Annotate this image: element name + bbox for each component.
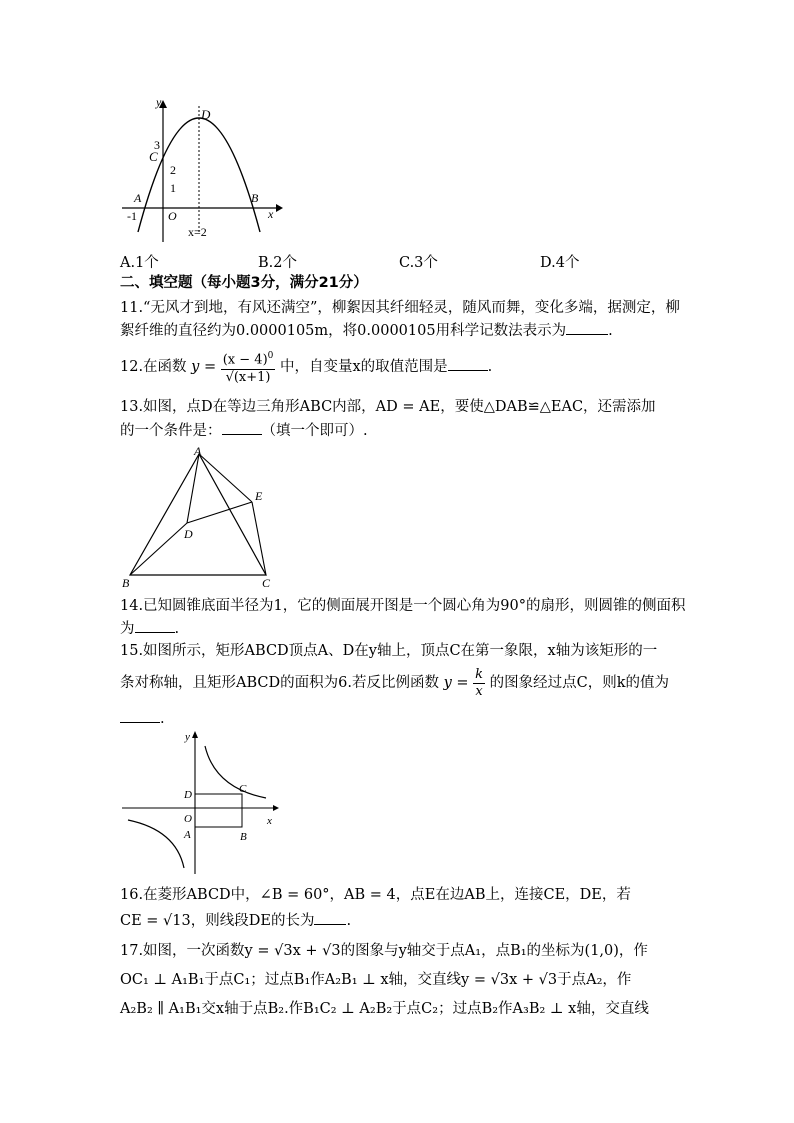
q13-line2: 的一个条件是： （填一个即可）. (120, 420, 368, 441)
q13-line1: 13.如图，点D在等边三角形ABC内部，AD = AE，要使△DAB≌△EAC，还需添加 (120, 399, 656, 415)
q12-denominator: √(x+1) (225, 369, 271, 385)
label-E: E (255, 489, 263, 503)
label-O: O (184, 813, 192, 825)
triangle-figure (118, 444, 283, 589)
q11-line1: 11.“无风才到地，有风还满空”，柳絮因其纤细轻灵，随风而舞，变化多端，据测定，柳 (120, 300, 680, 316)
q12-fraction (221, 348, 276, 385)
q17-line2: OC₁ ⊥ A₁B₁于点C₁；过点B₁作A₂B₁ ⊥ x轴，交直线y = √3x + √3于点A₂，作 (120, 972, 632, 988)
q17-line3: A₂B₂ ∥ A₁B₁交x轴于点B₂.作B₁C₂ ⊥ A₂B₂于点C₂；过点B₂作A₃B₂ ⊥ x轴，交直线 (120, 1001, 649, 1017)
rectangle-ABCD (195, 794, 242, 827)
label-C: C (262, 576, 271, 589)
segment-AE (199, 454, 252, 502)
label-D: D (184, 789, 192, 801)
label-C: C (149, 149, 158, 164)
q12-numerator: $(x - 4)^0$ (221, 348, 276, 369)
tick-1: 1 (170, 181, 176, 195)
option-b: B.2个 (258, 255, 297, 271)
q14-blank (135, 618, 175, 633)
label-x: x (267, 815, 272, 827)
q15-denominator: x (475, 683, 483, 699)
hyperbola-figure (118, 726, 283, 876)
hyperbola-branch-2 (128, 820, 184, 868)
label-y: y (156, 95, 162, 109)
y-axis-arrow (192, 731, 198, 738)
label-x: x (268, 207, 274, 221)
q12-y-eq: y = (191, 359, 217, 375)
parabola-figure (118, 94, 283, 244)
segment-DE (187, 502, 252, 523)
label-B: B (240, 831, 247, 843)
tick-2: 2 (170, 163, 176, 177)
section-2-title: 二、填空题（每小题3分，满分21分） (120, 275, 368, 291)
q12-prefix: 12.在函数 (120, 359, 187, 375)
tick-neg1: -1 (127, 209, 137, 223)
label-C: C (239, 783, 247, 795)
tick-3: 3 (154, 138, 160, 152)
q11-end: . (608, 323, 613, 339)
label-O: O (168, 209, 177, 223)
label-B: B (251, 191, 259, 205)
q11-blank (566, 320, 608, 335)
label-B: B (122, 576, 130, 589)
q17-line1: 17.如图，一次函数y = √3x + √3的图象与y轴交于点A₁，点B₁的坐标为(1,0)，作 (120, 943, 648, 959)
label-A: A (194, 444, 202, 458)
label-D: D (201, 107, 211, 122)
segment-CE (252, 502, 266, 575)
q15-line2: 条对称轴，且矩形ABCD的面积为6.若反比例函数 y = $\frac{k}{x}$ 的图象经过点C，则k的值为 (120, 666, 670, 699)
x-axis-arrow (276, 204, 283, 212)
q12-line (120, 348, 492, 386)
q15-y-eq: y = (443, 675, 469, 691)
q15-numerator: k (475, 666, 484, 682)
label-D: D (184, 527, 193, 541)
q15-blank (120, 708, 160, 723)
q16-blank (314, 910, 346, 925)
q15-fraction (473, 667, 485, 700)
label-y: y (185, 731, 190, 743)
x-axis-arrow (273, 805, 279, 811)
q13-blank (222, 420, 262, 435)
option-d: D.4个 (540, 255, 580, 271)
option-c: C.3个 (399, 255, 438, 271)
q11-text: 絮纤维的直径约为0.0000105m，将0.0000105用科学记数法表示为 (120, 323, 567, 339)
option-a: A.1个 (120, 255, 159, 271)
symmetry-label: x=2 (188, 225, 207, 239)
q15-line3: . (120, 708, 165, 729)
q16-line2: CE = √13，则线段DE的长为 . (120, 910, 351, 931)
hyperbola-branch-1 (205, 746, 266, 798)
q11-line2 (120, 320, 613, 341)
q12-end: . (487, 359, 493, 375)
q15-line1: 15.如图所示，矩形ABCD顶点A、D在y轴上，顶点C在第一象限，x轴为该矩形的一 (120, 643, 658, 659)
q12-suffix: 中，自变量x的取值范围是 (279, 359, 448, 375)
q16-line1: 16.在菱形ABCD中，∠B = 60°，AB = 4，点E在边AB上，连接CE，DE，若 (120, 887, 631, 903)
label-A: A (134, 191, 142, 205)
segment-BD (130, 523, 187, 575)
q14-line1: 14.已知圆锥底面半径为1，它的侧面展开图是一个圆心角为90°的扇形，则圆锥的侧面积 (120, 598, 686, 614)
label-A: A (184, 829, 191, 841)
q14-line2: 为 . (120, 618, 179, 639)
q12-blank (448, 356, 488, 371)
